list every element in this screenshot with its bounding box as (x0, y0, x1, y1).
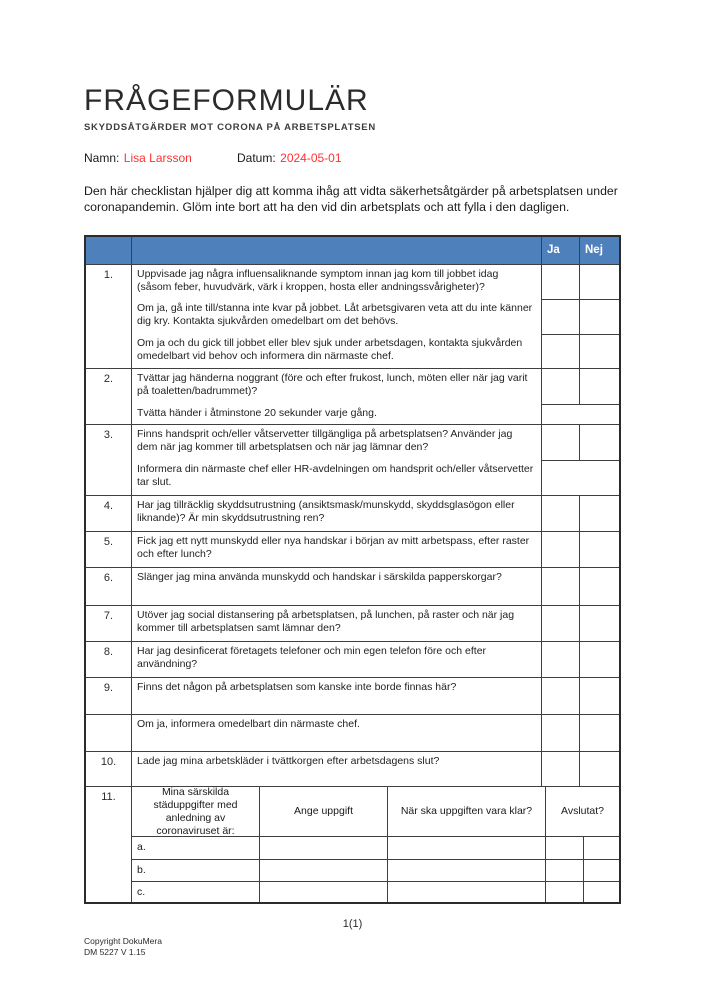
answers-column (542, 642, 619, 677)
ja-checkbox-cell[interactable] (542, 642, 580, 677)
question-cell (132, 642, 542, 677)
table-header-row (86, 237, 619, 264)
answer-subrow (542, 606, 619, 641)
deadline-input-cell[interactable] (387, 836, 545, 859)
question-text: Informera din närmaste chef eller HR-avdelningen om handsprit och/eller våtservetter tar slut. (137, 463, 534, 488)
done-nej-cell[interactable] (583, 859, 619, 881)
nej-checkbox-cell[interactable] (580, 752, 619, 786)
doc-id-line: DM 5227 V 1.15 (84, 947, 146, 957)
question-cell (132, 265, 542, 368)
done-nej-cell[interactable] (583, 881, 619, 902)
done-ja-cell[interactable] (545, 836, 583, 859)
row-number (86, 715, 132, 751)
table-body (86, 264, 619, 786)
answer-subrow (542, 568, 619, 605)
row-number: 5. (86, 532, 132, 567)
nej-checkbox-cell[interactable] (580, 369, 619, 404)
deadline-input-cell[interactable] (387, 881, 545, 902)
header-nej-cell: Nej (585, 244, 603, 256)
nej-checkbox-cell[interactable] (580, 678, 619, 714)
answer-subrow (542, 752, 619, 786)
table-row (86, 605, 619, 641)
question-cell (132, 568, 542, 605)
cleaning-tasks-label: Mina särskilda städuppgifter med anledning av coronaviruset är: (153, 785, 238, 837)
question-cell (132, 369, 542, 424)
intro-paragraph: Den här checklistan hjälper dig att komma ihåg att vidta säkerhetsåtgärder på arbetsplatsen under coronapandemin. Glöm inte bort att ha den vid din arbetsplats och att fylla i den dagligen. (84, 184, 618, 214)
table-row (86, 424, 619, 495)
answer-subrow (542, 532, 619, 567)
answers-column (542, 715, 619, 751)
question-cell (132, 606, 542, 641)
column-header-done: Avslutat? (545, 787, 619, 836)
table-row (86, 714, 619, 751)
table-row (86, 531, 619, 567)
nej-checkbox-cell[interactable] (580, 715, 619, 751)
nej-checkbox-cell[interactable] (580, 496, 619, 531)
date-field (237, 149, 342, 167)
table-row (86, 368, 619, 424)
table-row-cleaning-tasks (86, 786, 619, 902)
deadline-input-cell[interactable] (387, 859, 545, 881)
answer-subrow (542, 369, 619, 404)
task-item-label: a. (132, 836, 259, 859)
row-number: 10. (86, 752, 132, 786)
merged-answer-cell (542, 405, 619, 424)
done-nej-cell[interactable] (583, 836, 619, 859)
ja-checkbox-cell[interactable] (542, 715, 580, 751)
copyright-block (84, 936, 162, 958)
ja-checkbox-cell[interactable] (542, 752, 580, 786)
question-cell (132, 496, 542, 531)
answers-column (542, 369, 619, 424)
checklist-table (84, 235, 621, 904)
date-label: Datum: (237, 151, 276, 165)
answer-subrow (542, 642, 619, 677)
question-text: Utöver jag social distansering på arbetsplatsen, på lunchen, på raster och när jag kommer till arbetsplatsen samt lämnar den? (137, 609, 515, 634)
nej-checkbox-cell[interactable] (580, 642, 619, 677)
table-row (86, 751, 619, 786)
ja-checkbox-cell[interactable] (542, 532, 580, 567)
question-text: Slänger jag mina använda munskydd och handskar i särskilda papperskorgar? (137, 571, 502, 583)
answers-column (542, 606, 619, 641)
date-value: 2024-05-01 (280, 151, 342, 165)
row-number: 6. (86, 568, 132, 605)
question-cell (132, 678, 542, 714)
answer-subrow (542, 265, 619, 299)
question-text: Tvätta händer i åtminstone 20 sekunder varje gång. (137, 407, 377, 419)
question-text: Finns det någon på arbetsplatsen som kanske inte borde finnas här? (137, 681, 457, 693)
question-text: Har jag desinficerat företagets telefoner och min egen telefon före och efter användning? (137, 645, 487, 670)
answers-column (542, 752, 619, 786)
row-number: 11. (86, 787, 132, 902)
table-row (86, 264, 619, 368)
answer-subrow (542, 404, 619, 424)
task-item-label: c. (132, 881, 259, 902)
answer-subrow (542, 715, 619, 751)
column-header-task: Ange uppgift (259, 787, 387, 836)
question-cell (132, 752, 542, 786)
ja-checkbox-cell[interactable] (542, 425, 580, 460)
question-text: Fick jag ett nytt munskydd eller nya handskar i början av mitt arbetspass, efter raster och efter lunch? (137, 535, 530, 560)
answers-column (542, 678, 619, 714)
answers-column (542, 425, 619, 495)
question-cell (132, 532, 542, 567)
task-item-label: b. (132, 859, 259, 881)
answer-subrow (542, 678, 619, 714)
question-text: Om ja och du gick till jobbet eller blev sjuk under arbetsdagen, kontakta sjukvården omedelbart vid behov och informera din närmaste chef. (137, 337, 523, 362)
nej-checkbox-cell[interactable] (580, 265, 619, 299)
column-header-deadline: När ska uppgiften vara klar? (387, 787, 545, 836)
ja-checkbox-cell[interactable] (542, 678, 580, 714)
row-number: 3. (86, 425, 132, 495)
question-text: Har jag tillräcklig skyddsutrustning (ansiktsmask/munskydd, skyddsglasögon eller liknande)? Är min skyddsutrustning ren? (137, 499, 515, 524)
task-input-cell[interactable] (259, 836, 387, 859)
nej-checkbox-cell[interactable] (580, 335, 619, 368)
row-number: 7. (86, 606, 132, 641)
page-subtitle: SKYDDSÅTGÄRDER MOT CORONA PÅ ARBETSPLATSEN (84, 122, 376, 133)
answer-subrow (542, 460, 619, 495)
nej-checkbox-cell[interactable] (580, 300, 619, 334)
merged-answer-cell (542, 461, 619, 495)
question-text: Om ja, gå inte till/stanna inte kvar på jobbet. Låt arbetsgivaren veta att du inte känner dig kry. Kontakta sjukvården omedelbart om det behövs. (137, 302, 533, 327)
question-text: Lade jag mina arbetskläder i tvättkorgen efter arbetsdagens slut? (137, 755, 440, 767)
table-row (86, 641, 619, 677)
row-number: 4. (86, 496, 132, 531)
answer-subrow (542, 496, 619, 531)
table-row (86, 677, 619, 714)
name-label: Namn: (84, 151, 120, 165)
nej-checkbox-cell[interactable] (580, 606, 619, 641)
answer-subrow (542, 299, 619, 334)
answer-subrow (542, 425, 619, 460)
table-row (86, 567, 619, 605)
answers-column (542, 532, 619, 567)
question-text: Om ja, informera omedelbart din närmaste chef. (137, 718, 360, 730)
name-value: Lisa Larsson (123, 151, 192, 165)
question-cell (132, 425, 542, 495)
header-number-cell (86, 237, 132, 264)
header-question-cell (132, 237, 542, 264)
answers-column (542, 496, 619, 531)
done-ja-cell[interactable] (545, 881, 583, 902)
cleaning-tasks-grid (132, 787, 619, 902)
name-field (84, 149, 192, 167)
row-number: 8. (86, 642, 132, 677)
ja-checkbox-cell[interactable] (542, 265, 580, 299)
ja-checkbox-cell[interactable] (542, 496, 580, 531)
task-input-cell[interactable] (259, 859, 387, 881)
header-ja-cell: Ja (542, 237, 580, 264)
ja-checkbox-cell[interactable] (542, 369, 580, 404)
row-number: 1. (86, 265, 132, 368)
nej-checkbox-cell[interactable] (580, 425, 619, 460)
ja-checkbox-cell[interactable] (542, 606, 580, 641)
row-number: 9. (86, 678, 132, 714)
question-text: Tvättar jag händerna noggrant (före och efter frukost, lunch, möten eller när jag varit på toaletten/badrummet)? (137, 372, 528, 397)
ja-checkbox-cell[interactable] (542, 568, 580, 605)
done-ja-cell[interactable] (545, 859, 583, 881)
answers-column (542, 265, 619, 368)
answers-column (542, 568, 619, 605)
task-input-cell[interactable] (259, 881, 387, 902)
answer-subrow (542, 334, 619, 368)
copyright-line: Copyright DokuMera (84, 936, 162, 946)
table-row (86, 495, 619, 531)
question-cell (132, 715, 542, 751)
nej-checkbox-cell[interactable] (580, 532, 619, 567)
page-number: 1(1) (342, 918, 363, 930)
page-title: FRÅGEFORMULÄR (84, 84, 369, 117)
question-text: Uppvisade jag några influensaliknande symptom innan jag kom till jobbet idag (såsom feber, huvudvärk, värk i kroppen, hosta eller andningssvårigheter)? (137, 268, 499, 293)
nej-checkbox-cell[interactable] (580, 568, 619, 605)
question-text: Finns handsprit och/eller våtservetter tillgängliga på arbetsplatsen? Använder jag dem när jag kommer till arbetsplatsen och när jag lämnar den? (137, 428, 513, 453)
ja-checkbox-cell[interactable] (542, 300, 580, 334)
ja-checkbox-cell[interactable] (542, 335, 580, 368)
row-number: 2. (86, 369, 132, 424)
